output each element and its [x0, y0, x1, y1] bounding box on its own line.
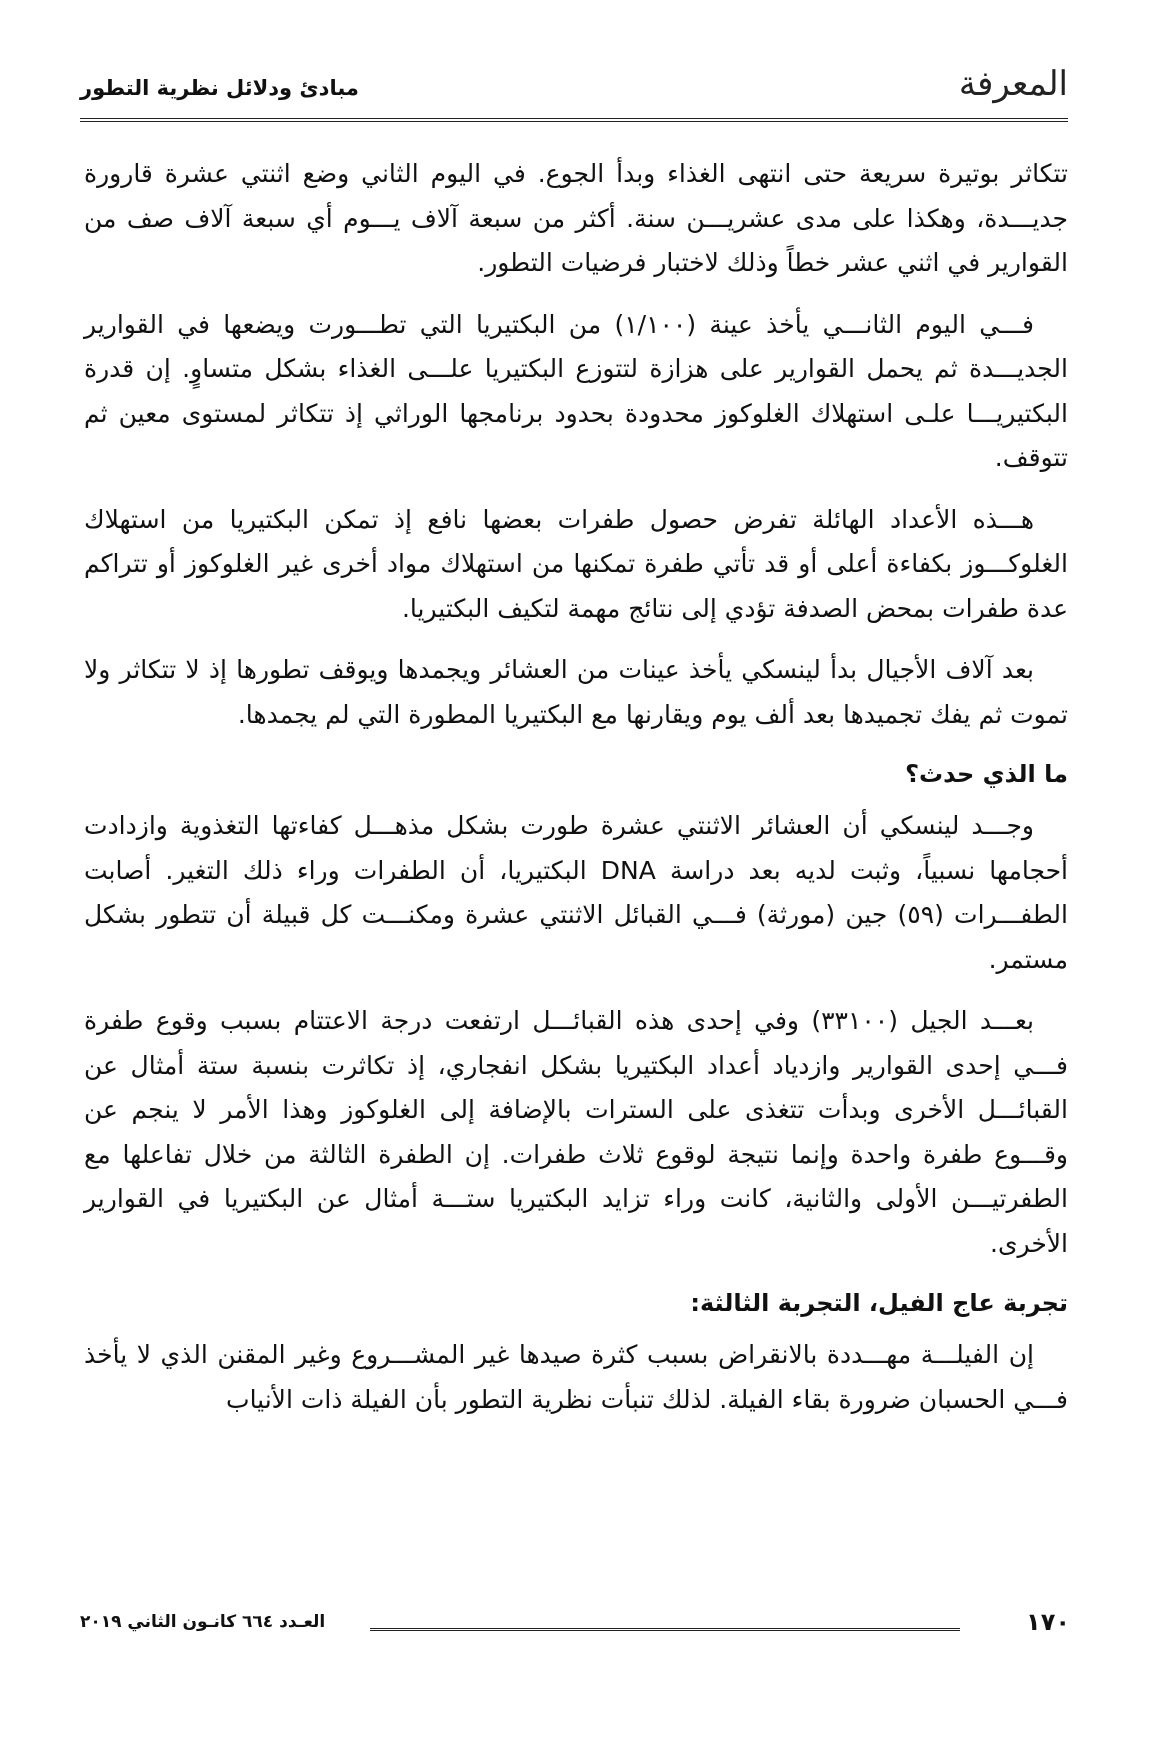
issue-info: العـدد ٦٦٤ كانـون الثاني ٢٠١٩: [80, 1612, 326, 1632]
running-title: مبادئ ودلائل نظرية التطور: [80, 76, 359, 100]
paragraph-3: هـــذه الأعداد الهائلة تفرض حصول طفرات بعضها نافع إذ تمكن البكتيريا من استهلاك الغلوكـــوز بكفاءة أعلى أو قد تأتي طفرة تمكنها من استهلاك مواد أخرى غير الغلوكوز أو تتراكم عدة طفرات بمحض الصدفة تؤدي إلى نتائج مهمة لتكيف البكتيريا.: [84, 504, 1068, 623]
page-footer: [80, 1610, 1070, 1650]
magazine-logo: المعرفة: [958, 64, 1068, 104]
page-header: [80, 60, 1068, 122]
paragraph-5: وجـــد لينسكي أن العشائر الاثنتي عشرة طورت بشكل مذهـــل كفاءتها التغذوية وازدادت أحجامها نسبياً، وثبت لديه بعد دراسة DNA البكتيريا، أن الطفرات وراء ذلك التغير. أصابت الطفـــرات (٥٩) جين (مورثة) فـــي القبائل الاثنتي عشرة ومكنـــت كل قبيلة أن تتطور بشكل مستمر.: [84, 811, 1068, 974]
paragraph-1: تتكاثر بوتيرة سريعة حتى انتهى الغذاء وبدأ الجوع. في اليوم الثاني وضع اثنتي عشرة قارورة جديـــدة، وهكذا على مدى عشريـــن سنة. أكثر من سبعة آلاف يـــوم أي سبعة آلاف صف من القوارير في اثني عشر خطاً وذلك لاختبار فرضيات التطور.: [84, 159, 1068, 277]
paragraph-7: إن الفيلـــة مهـــددة بالانقراض بسبب كثرة صيدها غير المشـــروع وغير المقنن الذي لا يأخذ فـــي الحسبان ضرورة بقاء الفيلة. لذلك تنبأت نظرية التطور بأن الفيلة ذات الأنياب: [84, 1340, 1068, 1414]
footer-divider: [370, 1628, 960, 1631]
section-heading-what-happened: ما الذي حدث؟: [905, 760, 1068, 788]
paragraph-2: فـــي اليوم الثانـــي يأخذ عينة (١/١٠٠) من البكتيريا التي تطـــورت ويضعها في القوارير الجديـــدة ثم يحمل القوارير على هزازة لتتوزع البكتيريا علـــى الغذاء بشكل متساوٍ. إن قدرة البكتيريـــا علـى استهلاك الغلوكوز محدودة بحدود برنامجها الوراثي إذ تتكاثر لمستوى معين ثم تتوقف.: [84, 309, 1068, 472]
article-body: [84, 152, 1068, 1439]
paragraph-6: بعـــد الجيل (٣٣١٠٠) وفي إحدى هذه القبائـــل ارتفعت درجة الاعتتام بسبب وقوع طفرة فـــي إحدى القوارير وازدياد أعداد البكتيريا بشكل انفجاري، إذ تكاثرت بنسبة ستة أمثال عن القبائـــل الأخرى وبدأت تتغذى على السترات بالإضافة إلى الغلوكوز وهذا الأمر لا ينجم عن وقـــوع طفرة واحدة وإنما نتيجة لوقوع ثلاث طفرات. إن الطفرة الثالثة من خلال تفاعلها مع الطفرتيـــن الأولى والثانية، كانت وراء تزايد البكتيريا ستـــة أمثال عن البكتيريا في القوارير الأخرى.: [84, 1006, 1068, 1258]
paragraph-4: بعد آلاف الأجيال بدأ لينسكي يأخذ عينات من العشائر ويجمدها ويوقف تطورها إذ لا تتكاثر ولا تموت ثم يفك تجميدها بعد ألف يوم ويقارنها مع البكتيريا المطورة التي لم يجمدها.: [84, 655, 1068, 729]
page-number: ١٧٠: [1026, 1608, 1070, 1636]
section-heading-elephant-ivory: تجربة عاج الفيل، التجربة الثالثة:: [690, 1289, 1068, 1317]
